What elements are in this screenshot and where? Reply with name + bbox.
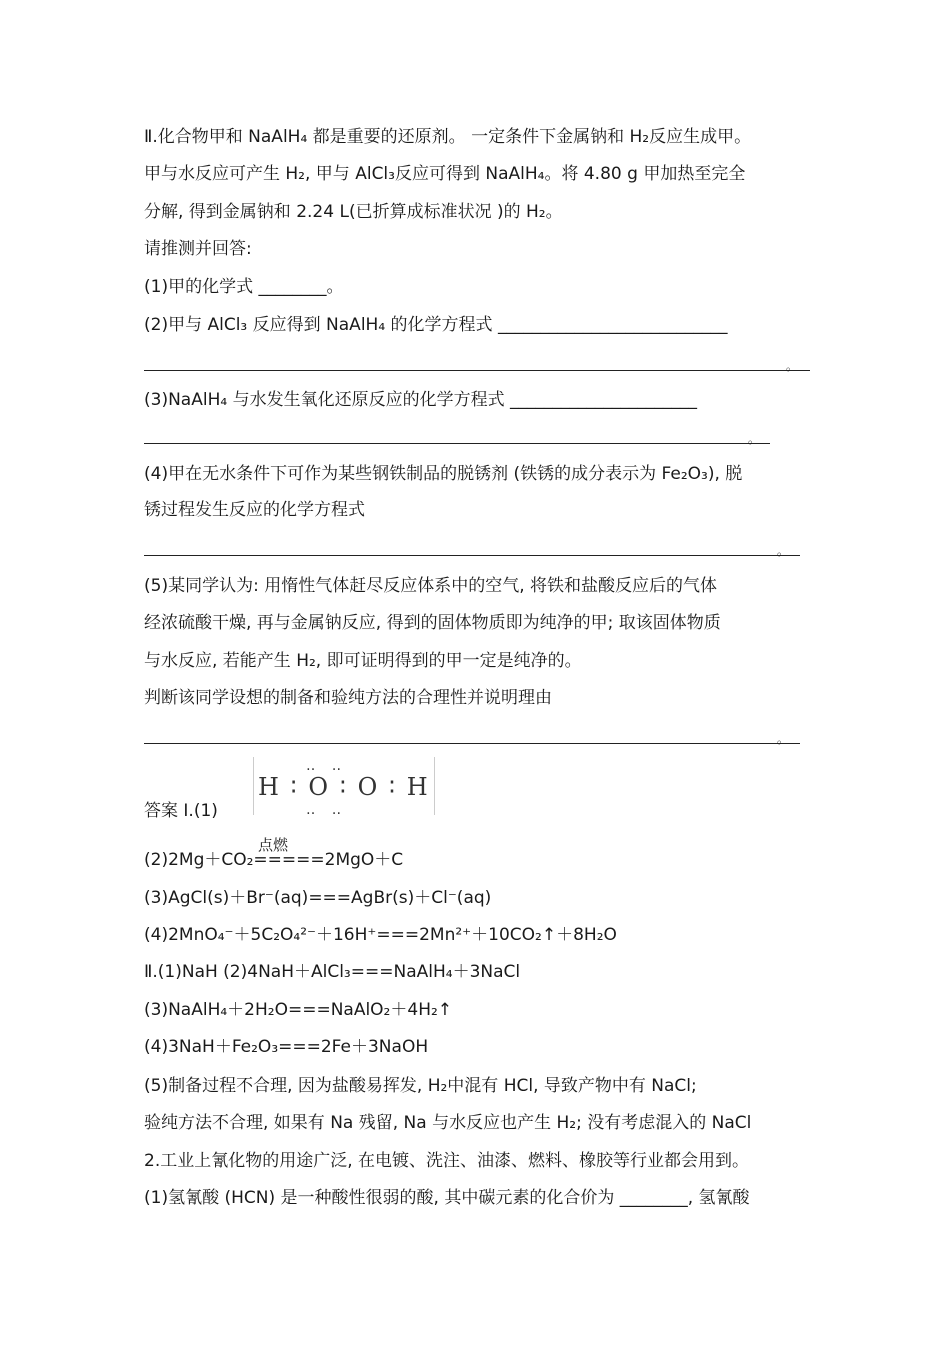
answer-II-5b: 验纯方法不合理, 如果有 Na 残留, Na 与水反应也产生 H₂; 没有考虑混入的 NaCl [144, 1113, 752, 1133]
lewis-dots-top: ‥ ‥ [306, 758, 348, 774]
lewis-dots-bottom: ‥ ‥ [306, 802, 348, 818]
answer-line-q5[interactable] [144, 743, 800, 744]
answer-2: (2)2Mg＋CO₂=====2MgO＋C [144, 850, 404, 870]
prompt-line: 请推测并回答: [144, 239, 252, 259]
question-5b: 经浓硫酸干燥, 再与金属钠反应, 得到的固体物质即为纯净的甲; 取该固体物质 [144, 613, 721, 633]
period-mark: 。 [786, 359, 799, 373]
question-1: (1)甲的化学式 ________。 [144, 277, 344, 297]
question-3: (3)NaAlH₄ 与水发生氧化还原反应的化学方程式 ______________________ [144, 390, 697, 410]
answer-3: (3)AgCl(s)＋Br⁻(aq)===AgBr(s)＋Cl⁻(aq) [144, 888, 492, 908]
question-5d: 判断该同学设想的制备和验纯方法的合理性并说明理由 [144, 688, 552, 708]
answer-line-q4[interactable] [144, 555, 800, 556]
period-mark: 。 [777, 544, 790, 558]
answer-II-5a: (5)制备过程不合理, 因为盐酸易挥发, H₂中混有 HCl, 导致产物中有 NaCl; [144, 1076, 697, 1096]
intro-line-1: Ⅱ.化合物甲和 NaAlH₄ 都是重要的还原剂。 一定条件下金属钠和 H₂反应生成甲。 [144, 127, 752, 147]
answer-II-3: (3)NaAlH₄＋2H₂O===NaAlO₂＋4H₂↑ [144, 1000, 453, 1020]
lewis-structure [253, 757, 435, 818]
problem-2-intro: 2.工业上氰化物的用途广泛, 在电镀、洗注、油漆、燃料、橡胶等行业都会用到。 [144, 1151, 750, 1171]
intro-line-3: 分解, 得到金属钠和 2.24 L(已折算成标准状况 )的 H₂。 [144, 202, 563, 222]
lewis-formula: H ∶ O ∶ O ∶ H [258, 773, 430, 801]
period-mark: 。 [777, 732, 790, 746]
answer-II-4: (4)3NaH＋Fe₂O₃===2Fe＋3NaOH [144, 1037, 429, 1057]
answer-4: (4)2MnO₄⁻＋5C₂O₄²⁻＋16H⁺===2Mn²⁺＋10CO₂↑＋8H₂O [144, 925, 617, 945]
intro-line-2: 甲与水反应可产生 H₂, 甲与 AlCl₃反应可得到 NaAlH₄。将 4.80 g 甲加热至完全 [144, 164, 746, 184]
problem-2-question-1: (1)氢氰酸 (HCN) 是一种酸性很弱的酸, 其中碳元素的化合价为 ________, 氢氰酸 [144, 1188, 750, 1208]
answer-II-1-2: Ⅱ.(1)NaH (2)4NaH＋AlCl₃===NaAlH₄＋3NaCl [144, 962, 521, 982]
question-4a: (4)甲在无水条件下可作为某些钢铁制品的脱锈剂 (铁锈的成分表示为 Fe₂O₃), 脱 [144, 464, 743, 484]
question-5a: (5)某同学认为: 用惰性气体赶尽反应体系中的空气, 将铁和盐酸反应后的气体 [144, 576, 718, 596]
question-5c: 与水反应, 若能产生 H₂, 即可证明得到的甲一定是纯净的。 [144, 651, 582, 671]
answer-label: 答案 Ⅰ.(1) [144, 801, 218, 821]
question-2: (2)甲与 AlCl₃ 反应得到 NaAlH₄ 的化学方程式 ___________________________ [144, 315, 728, 335]
reaction-condition: 点燃 [258, 836, 289, 854]
period-mark: 。 [748, 432, 761, 446]
answer-line-q3[interactable] [144, 443, 770, 444]
answer-line-q2[interactable] [144, 370, 810, 371]
question-4b: 锈过程发生反应的化学方程式 [144, 500, 365, 520]
